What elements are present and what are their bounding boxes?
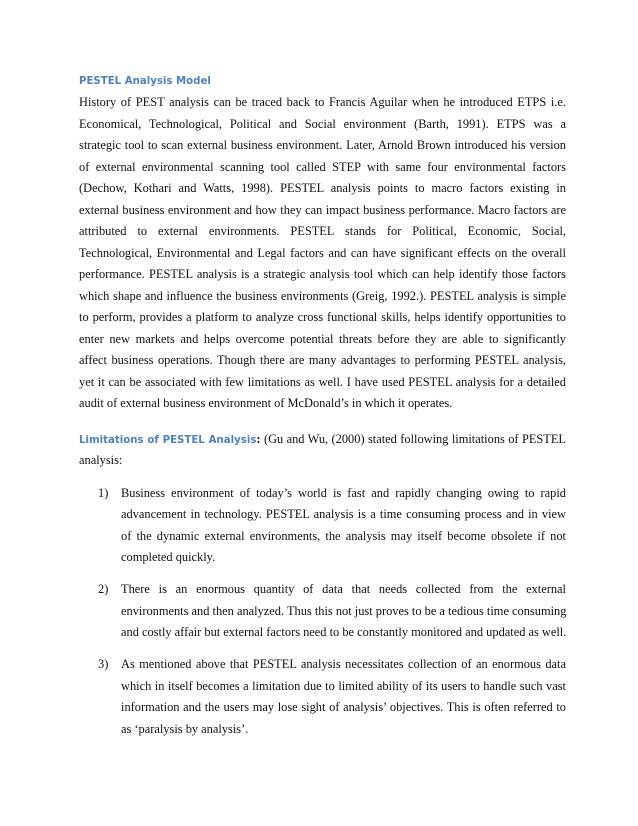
list-item-line: As mentioned above that PESTEL analysis necessitates collection of an enormous data — [121, 657, 566, 671]
list-item-line: Business environment of today’s world is fast and rapidly changing owing to rapid — [121, 485, 566, 500]
paragraph-line: yet it can be associated with few limitations as well. I have used PESTEL analysis for a detailed — [79, 374, 566, 389]
list-number: 1) — [98, 485, 109, 500]
paragraph-line: audit of external business environment of McDonald’s in which it operates. — [79, 396, 453, 410]
list-item — [79, 579, 566, 644]
document-page — [79, 72, 566, 740]
limitations-section — [79, 429, 566, 741]
paragraph-line: (Dechow, Kothari and Watts, 1998). PESTEL analysis points to macro factors existing in — [79, 181, 566, 195]
list-item-line: and costly affair but external factors need to be constantly monitored and updated as well. — [121, 625, 566, 639]
paragraph-line: strategic tool to scan external business environment. Later, Arnold Brown introduced his version — [79, 138, 566, 152]
list-item — [79, 483, 566, 569]
list-number: 3) — [98, 657, 109, 671]
list-item-line: of the dynamic external environments, the analysis may itself become obsolete if not — [121, 528, 566, 543]
list-item-line: There is an enormous quantity of data that needs collected from the external — [121, 582, 566, 596]
list-item-line: environments and then analyzed. Thus this not just proves to be a tedious time consuming — [121, 603, 566, 618]
paragraph-line: attributed to external environments. PESTEL stands for Political, Economic, Social, — [79, 224, 566, 238]
list-item-line: which in itself becomes a limitation due to limited ability of its users to handle such vast — [121, 678, 566, 693]
body-paragraph — [79, 92, 566, 415]
paragraph-line: enter new markets and helps overcome potential threats before they are able to significantly — [79, 331, 566, 346]
limitations-intro-line2: analysis: — [79, 453, 123, 467]
paragraph-line: Economical, Technological, Political and Social environment (Barth, 1991). ETPS was a — [79, 116, 566, 131]
intro-text: (Gu and Wu, (2000) stated following limitations of PESTEL — [260, 431, 566, 446]
list-item-line: advancement in technology. PESTEL analysis is a time consuming process and in view — [121, 507, 566, 521]
paragraph-line: which shape and influence the business environments (Greig, 1992.). PESTEL analysis is simple — [79, 288, 566, 303]
heading-colon: : — [256, 431, 261, 446]
paragraph-line: performance. PESTEL analysis is a strategic analysis tool which can help identify those factors — [79, 267, 566, 281]
limitations-intro — [79, 429, 566, 451]
paragraph-line: affect business operations. Though there are many advantages to performing PESTEL analysis, — [79, 353, 566, 367]
list-item-line: information and the users may lose sight of analysis’ objectives. This is often referred to — [121, 700, 566, 714]
list-number: 2) — [98, 582, 109, 596]
paragraph-line: to perform, provides a platform to analyze cross functional skills, helps identify opportunities to — [79, 310, 566, 324]
section-heading: PESTEL Analysis Model — [79, 76, 211, 87]
limitations-heading: Limitations of PESTEL Analysis — [79, 434, 257, 446]
paragraph-line: History of PEST analysis can be traced back to Francis Aguilar when he introduced ETPS i.e. — [79, 95, 566, 109]
paragraph-line: of external environmental scanning tool called STEP with same four environmental factors — [79, 159, 566, 174]
list-item-line: completed quickly. — [121, 550, 216, 564]
list-item-line: as ‘paralysis by analysis’. — [121, 721, 249, 736]
limitations-list — [79, 483, 566, 741]
paragraph-line: external business environment and how they can impact business performance. Macro factors are — [79, 202, 566, 217]
list-item — [79, 654, 566, 740]
paragraph-line: Technological, Environmental and Legal factors and can have significant effects on the overall — [79, 245, 566, 260]
